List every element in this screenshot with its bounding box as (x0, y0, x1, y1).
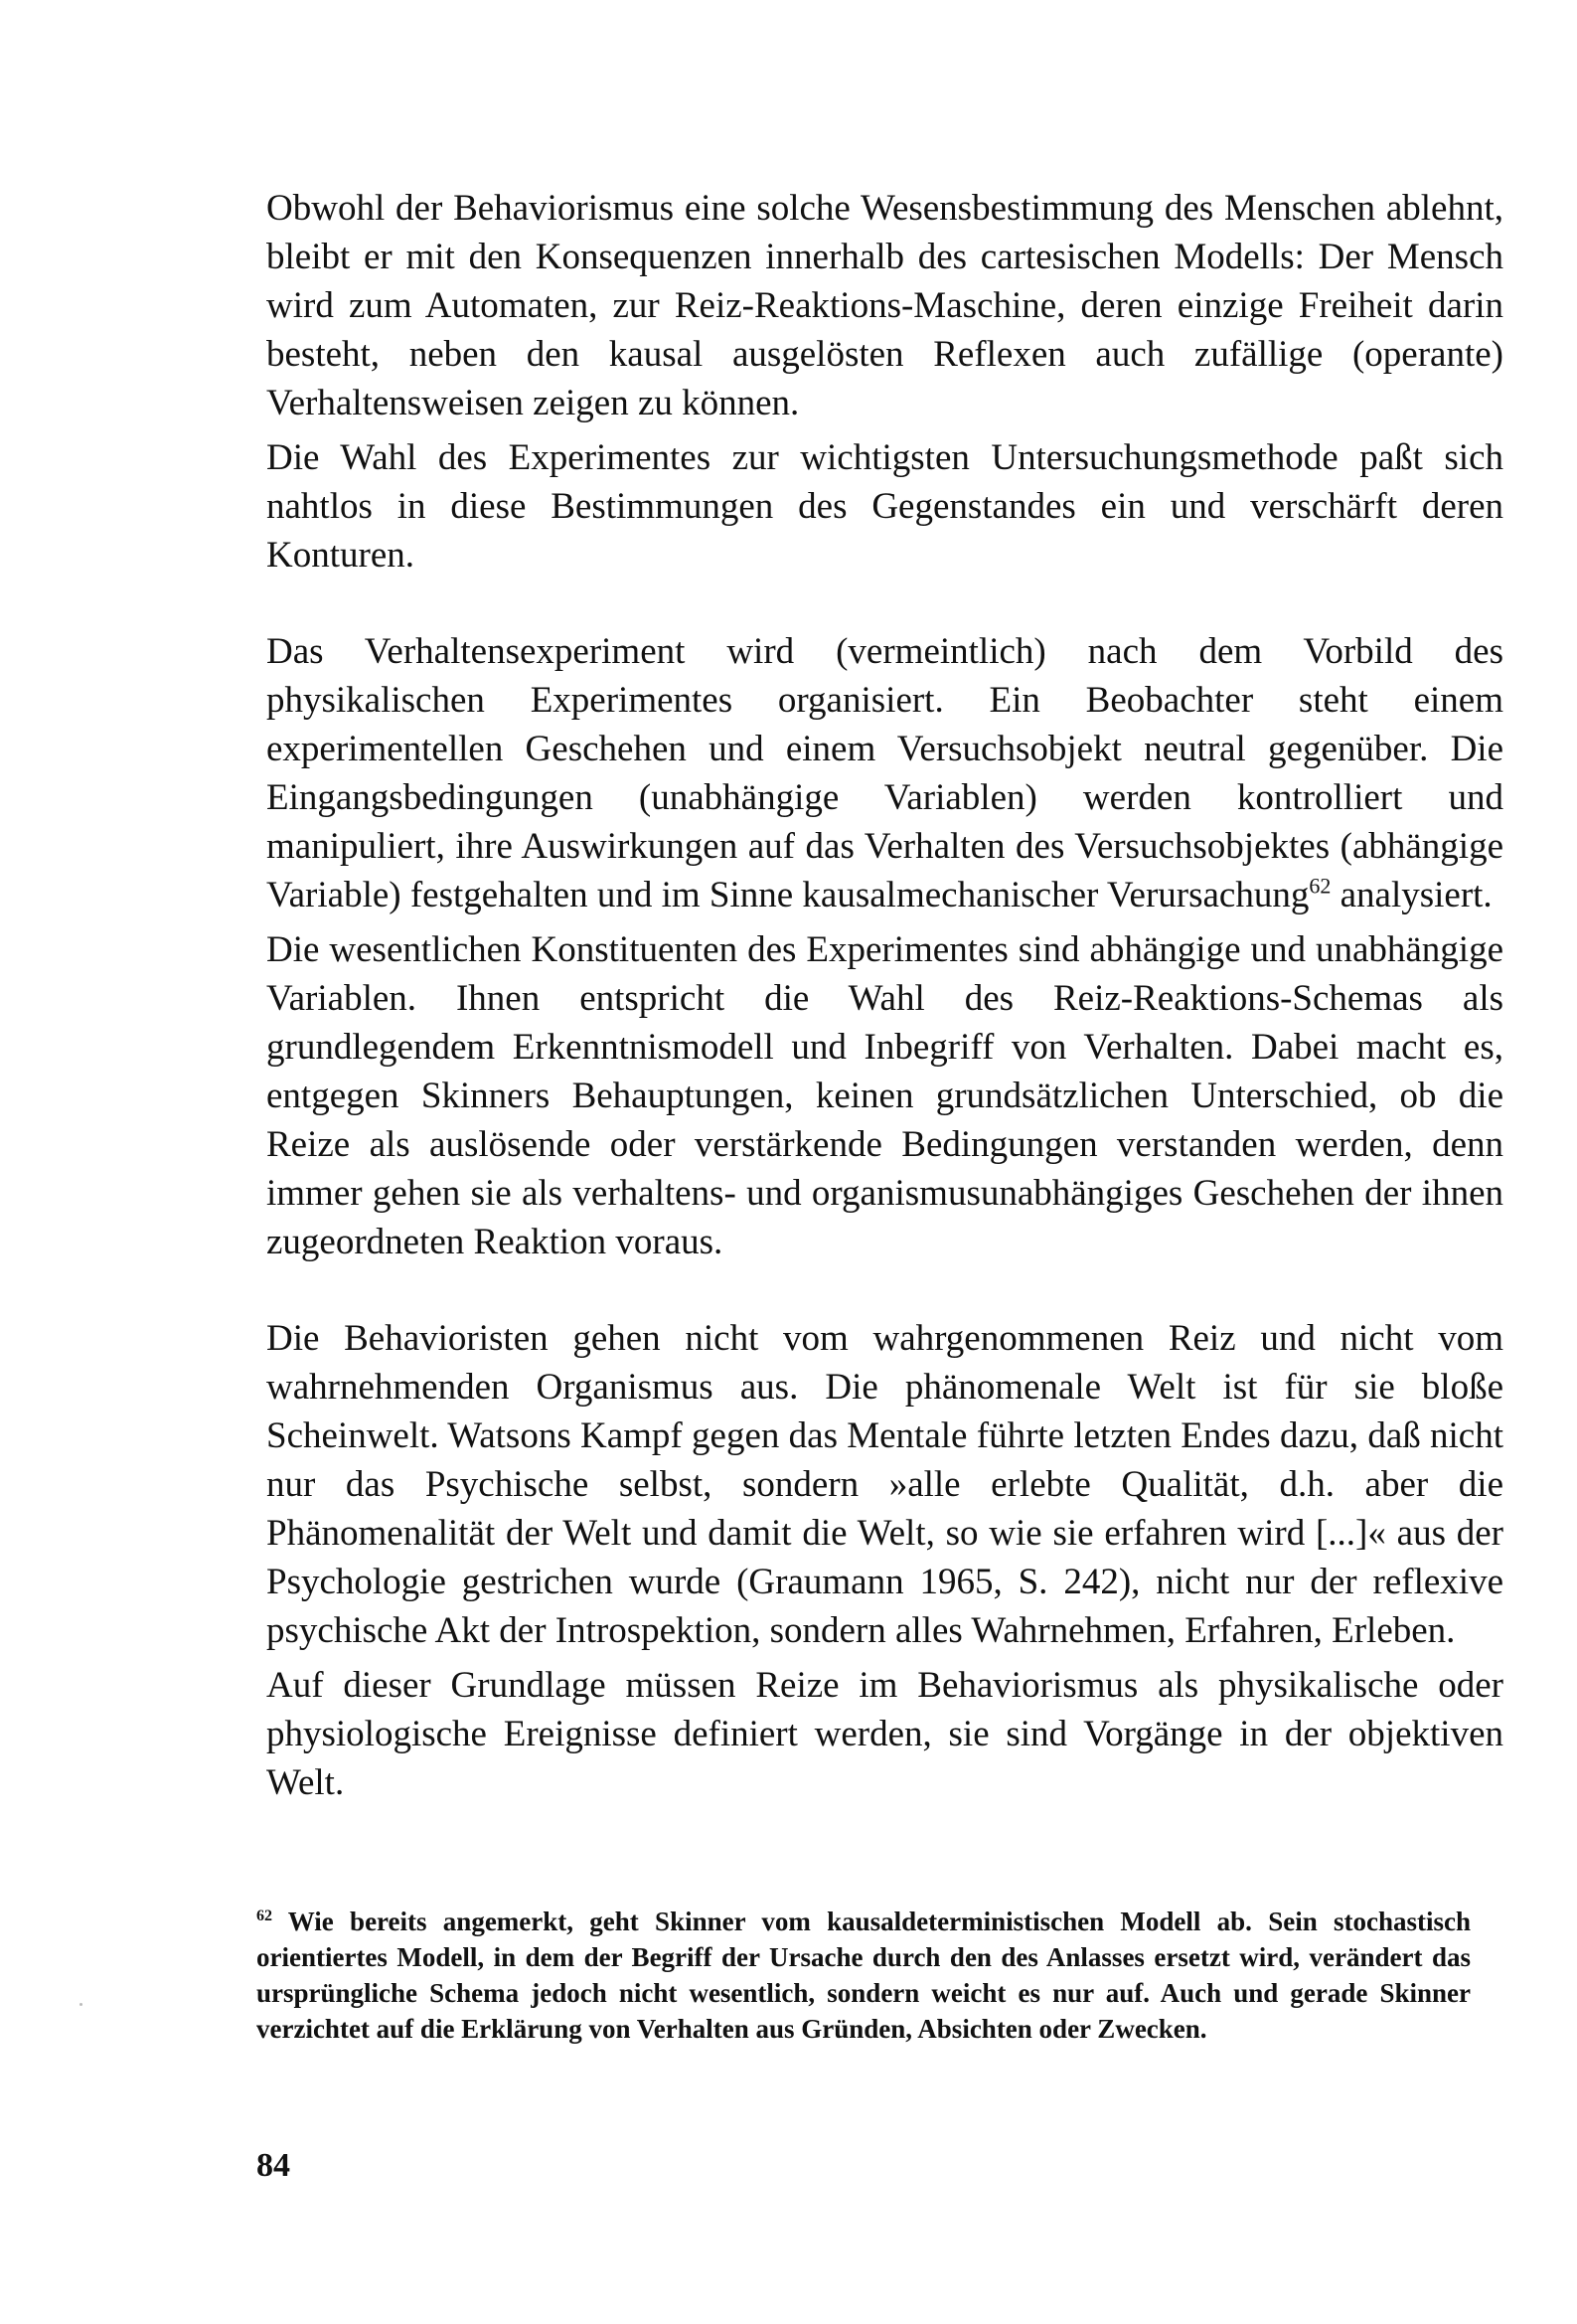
page-number: 84 (256, 2147, 290, 2184)
paragraph-3-tail: analysiert. (1331, 875, 1493, 915)
footnote-reference: 62 (1309, 873, 1332, 899)
paragraph-4: Die wesentlichen Konstituenten des Experimentes sind abhängige und unabhängige Variablen. Ihnen entspricht die Wahl des Reiz-Reaktions-Schemas als grundlegendem Erkenntnismodell und Inbegriff von Verhalten. Dabei macht es, entgegen Skinners Behauptungen, keinen grundsätzlichen Unterschied, ob die Reize als auslösende oder verstärkende Bedingungen verstanden werden, denn immer gehen sie als verhaltens- und organismusunabhängiges Geschehen der ihnen zugeordneten Reaktion voraus. (266, 929, 1503, 1262)
scan-speck (79, 2003, 82, 2006)
paragraph-3-text: Das Verhaltensexperiment wird (vermeintlich) nach dem Vorbild des physikalischen Experimentes organisiert. Ein Beobachter steht einem experimentellen Geschehen und einem Versuchsobjekt neutral gegenüber. Die Eingangsbedingungen (unabhängige Variablen) werden kontrolliert und manipuliert, ihre Auswirkungen auf das Verhalten des Versuchsobjektes (abhängige Variable) festgehalten und im Sinne kausalmechanischer Verursachung (266, 631, 1503, 915)
paragraph-3 (266, 627, 1503, 919)
paragraph-2: Die Wahl des Experimentes zur wichtigsten Untersuchungsmethode paßt sich nahtlos in diese Bestimmungen des Gegenstandes ein und verschärft deren Konturen. (266, 437, 1503, 576)
paragraph-5: Die Behavioristen gehen nicht vom wahrgenommenen Reiz und nicht vom wahrnehmenden Organismus aus. Die phänomenale Welt ist für sie bloße Scheinwelt. Watsons Kampf gegen das Mentale führte letzten Endes dazu, daß nicht nur das Psychische selbst, sondern »alle erlebte Qualität, d.h. aber die Phänomenalität der Welt und damit die Welt, so wie sie erfahren wird [...]« aus der Psychologie gestrichen wurde (Graumann 1965, S. 242), nicht nur der reflexive psychische Akt der Introspektion, sondern alles Wahrnehmen, Erfahren, Erleben. (266, 1318, 1503, 1651)
paragraph-1: Obwohl der Behaviorismus eine solche Wesensbestimmung des Menschen ablehnt, bleibt er mit den Konsequenzen innerhalb des cartesischen Modells: Der Mensch wird zum Automaten, zur Reiz-Reaktions-Maschine, deren einzige Freiheit darin besteht, neben den kausal ausgelösten Reflexen auch zufällige (operante) Verhaltensweisen zeigen zu können. (266, 188, 1503, 423)
footnote (256, 1904, 1471, 2047)
body-text (266, 184, 1503, 1807)
footnote-marker: 62 (256, 1908, 272, 1924)
footnote-text: Wie bereits angemerkt, geht Skinner vom kausaldeterministischen Modell ab. Sein stochastisch orientiertes Modell, in dem der Begriff der Ursache durch den des Anlasses ersetzt wird, verändert das ursprüngliche Schema jedoch nicht wesentlich, sondern weicht es nur auf. Auch und gerade Skinner verzichtet auf die Erklärung von Verhalten aus Gründen, Absichten oder Zwecken. (256, 1907, 1471, 2044)
paragraph-6: Auf dieser Grundlage müssen Reize im Behaviorismus als physikalische oder physiologische Ereignisse definiert werden, sie sind Vorgänge in der objektiven Welt. (266, 1665, 1503, 1803)
